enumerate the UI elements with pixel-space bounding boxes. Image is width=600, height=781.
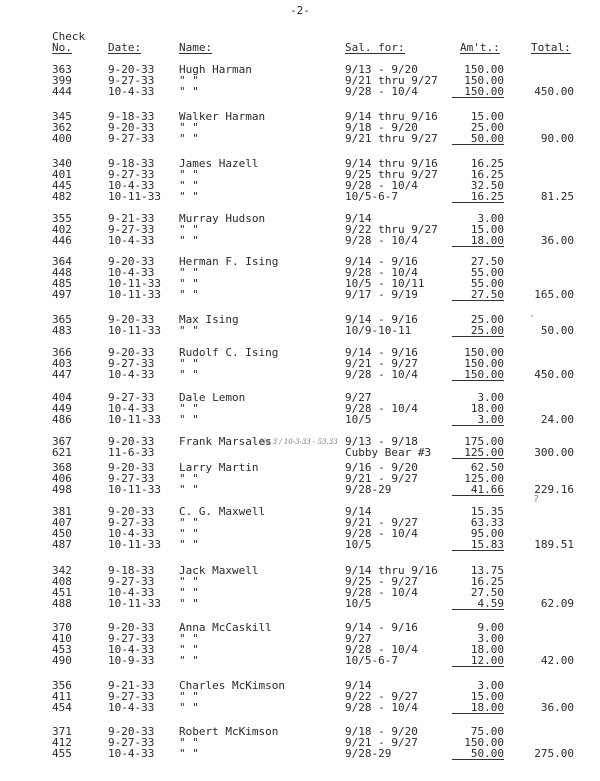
check-number: 445 <box>52 179 72 192</box>
check-number: 455 <box>52 747 72 760</box>
payee-name: " " <box>179 472 199 485</box>
salary-period: 10/5-6-7 <box>345 190 398 203</box>
group-total: 24.00 <box>540 413 574 426</box>
check-date: 9-20-33 <box>108 255 155 268</box>
payee-name: " " <box>179 516 199 529</box>
check-number: 490 <box>52 654 72 667</box>
amount: 150.00 <box>452 86 504 98</box>
check-number: 454 <box>52 701 72 714</box>
amount: 150.00 <box>464 346 504 359</box>
amount: 15.83 <box>452 539 504 551</box>
payee-name: " " <box>179 121 199 134</box>
payee-name: " " <box>179 586 199 599</box>
payee-name: " " <box>179 277 199 290</box>
payee-name: " " <box>179 701 199 714</box>
check-date: 10-11-33 <box>108 413 161 426</box>
salary-period: 9/28 - 10/4 <box>345 266 418 279</box>
payee-name: " " <box>179 413 199 426</box>
check-date: 9-18-33 <box>108 110 155 123</box>
payee-name: James Hazell <box>179 157 259 170</box>
group-total: 450.00 <box>534 368 574 381</box>
payee-name: " " <box>179 690 199 703</box>
page-number: -2- <box>290 4 310 17</box>
amount: 18.00 <box>470 643 504 656</box>
salary-period: Cubby Bear #3 <box>345 446 432 459</box>
amount: 25.00 <box>470 121 504 134</box>
salary-period: 9/21 - 9/27 <box>345 472 418 485</box>
check-number: 406 <box>52 472 72 485</box>
salary-period: 9/13 - 9/18 <box>345 435 418 448</box>
payee-name: Dale Lemon <box>179 391 246 404</box>
amount: 75.00 <box>470 725 504 738</box>
salary-period: 10/9-10-11 <box>345 324 412 337</box>
payee-name: " " <box>179 324 199 337</box>
check-number: 366 <box>52 346 72 359</box>
payee-name: " " <box>179 483 199 496</box>
check-number: 486 <box>52 413 72 426</box>
payee-name: Hugh Harman <box>179 63 252 76</box>
check-number: 498 <box>52 483 72 496</box>
group-total: 275.00 <box>534 747 574 760</box>
check-number: 340 <box>52 157 72 170</box>
salary-period: 9/16 - 9/20 <box>345 461 418 474</box>
header-date: Date: <box>108 41 142 54</box>
header-amount: Am't.: <box>460 41 500 54</box>
group-total: 165.00 <box>534 288 574 301</box>
salary-period: 9/28 - 10/4 <box>345 527 418 540</box>
payee-name: " " <box>179 223 199 236</box>
check-number: 411 <box>52 690 72 703</box>
check-number: 449 <box>52 402 72 415</box>
payee-name: Herman F. Ising <box>179 255 279 268</box>
amount: 95.00 <box>470 527 504 540</box>
salary-period: 10/5-6-7 <box>345 654 398 667</box>
amount: 13.75 <box>470 564 504 577</box>
salary-period: 9/18 - 9/20 <box>345 121 418 134</box>
payee-name: " " <box>179 368 199 381</box>
group-total: 50.00 <box>540 324 574 337</box>
payee-name: " " <box>179 575 199 588</box>
check-number: 453 <box>52 643 72 656</box>
payee-name: " " <box>179 538 199 551</box>
payee-name: " " <box>179 527 199 540</box>
group-total: 90.00 <box>540 132 574 145</box>
salary-period: 9/18 - 9/20 <box>345 725 418 738</box>
salary-period: 9/14 <box>345 679 372 692</box>
header-check-no: No. <box>52 41 72 54</box>
handwritten-annotation: No 3 / 10-3-33 - 53.33 <box>260 438 338 446</box>
salary-period: 9/28-29 <box>345 483 392 496</box>
payee-name: " " <box>179 74 199 87</box>
check-date: 9-20-33 <box>108 505 155 518</box>
check-number: 482 <box>52 190 72 203</box>
group-total: 189.51 <box>534 538 574 551</box>
payee-name: Larry Martin <box>179 461 259 474</box>
check-date: 10-11-33 <box>108 288 161 301</box>
payee-name: " " <box>179 85 199 98</box>
check-date: 10-4-33 <box>108 266 155 279</box>
check-date: 9-27-33 <box>108 74 155 87</box>
amount: 3.00 <box>477 212 504 225</box>
check-date: 9-27-33 <box>108 632 155 645</box>
amount: 3.00 <box>452 414 504 426</box>
amount: 125.00 <box>464 472 504 485</box>
header-total: Total: <box>531 41 571 54</box>
salary-period: 9/17 - 9/19 <box>345 288 418 301</box>
payee-name: Max Ising <box>179 313 239 326</box>
salary-period: 9/14 <box>345 212 372 225</box>
amount: 16.25 <box>470 575 504 588</box>
salary-period: 10/5 <box>345 538 372 551</box>
check-number: 364 <box>52 255 72 268</box>
check-number: 410 <box>52 632 72 645</box>
salary-period: 9/14 thru 9/16 <box>345 110 438 123</box>
check-date: 9-18-33 <box>108 564 155 577</box>
check-date: 10-4-33 <box>108 402 155 415</box>
group-total: 229.16 <box>534 483 574 496</box>
check-number: 497 <box>52 288 72 301</box>
check-number: 487 <box>52 538 72 551</box>
check-date: 9-27-33 <box>108 575 155 588</box>
check-date: 9-20-33 <box>108 725 155 738</box>
check-date: 9-27-33 <box>108 690 155 703</box>
check-date: 10-4-33 <box>108 234 155 247</box>
amount: 25.00 <box>470 313 504 326</box>
salary-period: 9/21 thru 9/27 <box>345 132 438 145</box>
payee-name: Rudolf C. Ising <box>179 346 279 359</box>
check-date: 9-27-33 <box>108 168 155 181</box>
salary-period: 9/22 - 9/27 <box>345 690 418 703</box>
salary-period: 10/5 <box>345 597 372 610</box>
check-number: 407 <box>52 516 72 529</box>
check-number: 370 <box>52 621 72 634</box>
check-date: 9-27-33 <box>108 223 155 236</box>
check-date: 9-27-33 <box>108 357 155 370</box>
check-number: 400 <box>52 132 72 145</box>
check-number: 447 <box>52 368 72 381</box>
amount: 150.00 <box>464 63 504 76</box>
check-number: 362 <box>52 121 72 134</box>
check-number: 403 <box>52 357 72 370</box>
header-name: Name: <box>179 41 213 54</box>
amount: 18.00 <box>452 235 504 247</box>
salary-period: 10/5 - 10/11 <box>345 277 425 290</box>
payee-name: C. G. Maxwell <box>179 505 266 518</box>
check-date: 9-20-33 <box>108 63 155 76</box>
check-date: 11-6-33 <box>108 446 155 459</box>
check-date: 10-4-33 <box>108 586 155 599</box>
salary-period: 9/13 - 9/20 <box>345 63 418 76</box>
check-number: 402 <box>52 223 72 236</box>
check-number: 356 <box>52 679 72 692</box>
check-date: 10-4-33 <box>108 368 155 381</box>
check-date: 9-20-33 <box>108 346 155 359</box>
amount: 3.00 <box>477 679 504 692</box>
check-date: 9-21-33 <box>108 679 155 692</box>
check-number: 365 <box>52 313 72 326</box>
payee-name: " " <box>179 643 199 656</box>
header-sal-for: Sal. for: <box>345 41 405 54</box>
amount: 55.00 <box>470 266 504 279</box>
salary-period: 9/28 - 10/4 <box>345 234 418 247</box>
payee-name: Jack Maxwell <box>179 564 259 577</box>
payee-name: " " <box>179 402 199 415</box>
salary-period: 9/21 - 9/27 <box>345 736 418 749</box>
check-date: 9-20-33 <box>108 313 155 326</box>
salary-period: 9/14 - 9/16 <box>345 346 418 359</box>
check-date: 9-21-33 <box>108 212 155 225</box>
salary-period: 9/25 thru 9/27 <box>345 168 438 181</box>
amount: 41.66 <box>452 484 504 496</box>
amount: 27.50 <box>470 586 504 599</box>
check-date: 9-27-33 <box>108 472 155 485</box>
check-date: 10-4-33 <box>108 701 155 714</box>
amount: 25.00 <box>452 325 504 337</box>
check-number: 401 <box>52 168 72 181</box>
payee-name: " " <box>179 654 199 667</box>
check-number: 408 <box>52 575 72 588</box>
group-total: 450.00 <box>534 85 574 98</box>
amount: 3.00 <box>477 391 504 404</box>
check-date: 10-11-33 <box>108 597 161 610</box>
salary-period: 9/14 <box>345 505 372 518</box>
check-number: 367 <box>52 435 72 448</box>
payee-name: " " <box>179 132 199 145</box>
payee-name: Anna McCaskill <box>179 621 272 634</box>
check-date: 9-18-33 <box>108 157 155 170</box>
amount: 15.00 <box>470 223 504 236</box>
salary-period: 9/28 - 10/4 <box>345 586 418 599</box>
payee-name: Robert McKimson <box>179 725 279 738</box>
salary-period: 9/14 - 9/16 <box>345 621 418 634</box>
payee-name: " " <box>179 736 199 749</box>
amount: 9.00 <box>477 621 504 634</box>
check-number: 446 <box>52 234 72 247</box>
check-date: 10-11-33 <box>108 483 161 496</box>
group-total: 300.00 <box>534 446 574 459</box>
check-date: 10-4-33 <box>108 747 155 760</box>
payee-name: Frank Marsales <box>179 435 272 448</box>
payee-name: " " <box>179 168 199 181</box>
check-date: 10-11-33 <box>108 277 161 290</box>
amount: 15.00 <box>470 690 504 703</box>
check-date: 10-4-33 <box>108 85 155 98</box>
header-check-line1: Check <box>52 30 86 43</box>
margin-mark: · <box>529 311 536 322</box>
amount: 55.00 <box>470 277 504 290</box>
check-number: 451 <box>52 586 72 599</box>
amount: 15.00 <box>470 110 504 123</box>
amount: 18.00 <box>452 702 504 714</box>
salary-period: 9/28 - 10/4 <box>345 643 418 656</box>
check-date: 9-27-33 <box>108 516 155 529</box>
salary-period: 9/22 thru 9/27 <box>345 223 438 236</box>
amount: 150.00 <box>464 736 504 749</box>
check-date: 9-27-33 <box>108 736 155 749</box>
check-number: 448 <box>52 266 72 279</box>
payee-name: Walker Harman <box>179 110 266 123</box>
payee-name: " " <box>179 234 199 247</box>
check-date: 9-20-33 <box>108 435 155 448</box>
check-date: 10-4-33 <box>108 643 155 656</box>
check-number: 355 <box>52 212 72 225</box>
amount: 4.59 <box>452 598 504 610</box>
salary-period: 9/14 - 9/16 <box>345 313 418 326</box>
salary-period: 9/25 - 9/27 <box>345 575 418 588</box>
salary-period: 9/21 thru 9/27 <box>345 74 438 87</box>
salary-period: 9/14 thru 9/16 <box>345 157 438 170</box>
check-number: 371 <box>52 725 72 738</box>
salary-period: 9/28 - 10/4 <box>345 179 418 192</box>
payee-name: " " <box>179 357 199 370</box>
salary-period: 9/28-29 <box>345 747 392 760</box>
payee-name: " " <box>179 747 199 760</box>
salary-period: 9/27 <box>345 391 372 404</box>
amount: 18.00 <box>470 402 504 415</box>
check-number: 450 <box>52 527 72 540</box>
amount: 32.50 <box>470 179 504 192</box>
salary-period: 9/28 - 10/4 <box>345 85 418 98</box>
salary-period: 9/21 - 9/27 <box>345 357 418 370</box>
payee-name: " " <box>179 190 199 203</box>
payee-name: " " <box>179 288 199 301</box>
check-date: 9-27-33 <box>108 132 155 145</box>
amount: 62.50 <box>470 461 504 474</box>
check-date: 9-20-33 <box>108 461 155 474</box>
check-date: 10-11-33 <box>108 324 161 337</box>
group-total: 36.00 <box>540 701 574 714</box>
check-number: 363 <box>52 63 72 76</box>
check-number: 485 <box>52 277 72 290</box>
check-number: 412 <box>52 736 72 749</box>
check-date: 10-9-33 <box>108 654 155 667</box>
amount: 50.00 <box>452 133 504 145</box>
salary-period: 9/14 thru 9/16 <box>345 564 438 577</box>
amount: 63.33 <box>470 516 504 529</box>
check-number: 345 <box>52 110 72 123</box>
amount: 27.50 <box>452 289 504 301</box>
check-number: 444 <box>52 85 72 98</box>
amount: 12.00 <box>452 655 504 667</box>
group-total: 81.25 <box>540 190 574 203</box>
amount: 16.25 <box>452 191 504 203</box>
amount: 27.50 <box>470 255 504 268</box>
check-date: 9-27-33 <box>108 391 155 404</box>
payee-name: " " <box>179 179 199 192</box>
amount: 50.00 <box>452 748 504 760</box>
amount: 15.35 <box>470 505 504 518</box>
amount: 150.00 <box>452 369 504 381</box>
check-number: 368 <box>52 461 72 474</box>
check-date: 10-11-33 <box>108 190 161 203</box>
payee-name: Charles McKimson <box>179 679 285 692</box>
check-number: 621 <box>52 446 72 459</box>
check-date: 10-11-33 <box>108 538 161 551</box>
check-number: 404 <box>52 391 72 404</box>
payee-name: " " <box>179 597 199 610</box>
group-total: 62.09 <box>540 597 574 610</box>
amount: 16.25 <box>470 157 504 170</box>
check-number: 488 <box>52 597 72 610</box>
payee-name: " " <box>179 632 199 645</box>
check-date: 10-4-33 <box>108 179 155 192</box>
salary-period: 10/5 <box>345 413 372 426</box>
group-total: 36.00 <box>540 234 574 247</box>
payee-name: Murray Hudson <box>179 212 266 225</box>
amount: 175.00 <box>464 435 504 448</box>
salary-period: 9/28 - 10/4 <box>345 402 418 415</box>
check-number: 483 <box>52 324 72 337</box>
check-date: 9-20-33 <box>108 121 155 134</box>
amount: 16.25 <box>470 168 504 181</box>
check-number: 399 <box>52 74 72 87</box>
salary-period: 9/27 <box>345 632 372 645</box>
group-total: 42.00 <box>540 654 574 667</box>
amount: 3.00 <box>477 632 504 645</box>
salary-period: 9/28 - 10/4 <box>345 368 418 381</box>
amount: 125.00 <box>452 447 504 459</box>
salary-period: 9/14 - 9/16 <box>345 255 418 268</box>
check-number: 342 <box>52 564 72 577</box>
check-date: 10-4-33 <box>108 527 155 540</box>
payee-name: " " <box>179 266 199 279</box>
check-number: 381 <box>52 505 72 518</box>
check-date: 9-20-33 <box>108 621 155 634</box>
salary-period: 9/28 - 10/4 <box>345 701 418 714</box>
amount: 150.00 <box>464 357 504 370</box>
amount: 150.00 <box>464 74 504 87</box>
margin-mark: ? <box>533 494 540 505</box>
salary-period: 9/21 - 9/27 <box>345 516 418 529</box>
